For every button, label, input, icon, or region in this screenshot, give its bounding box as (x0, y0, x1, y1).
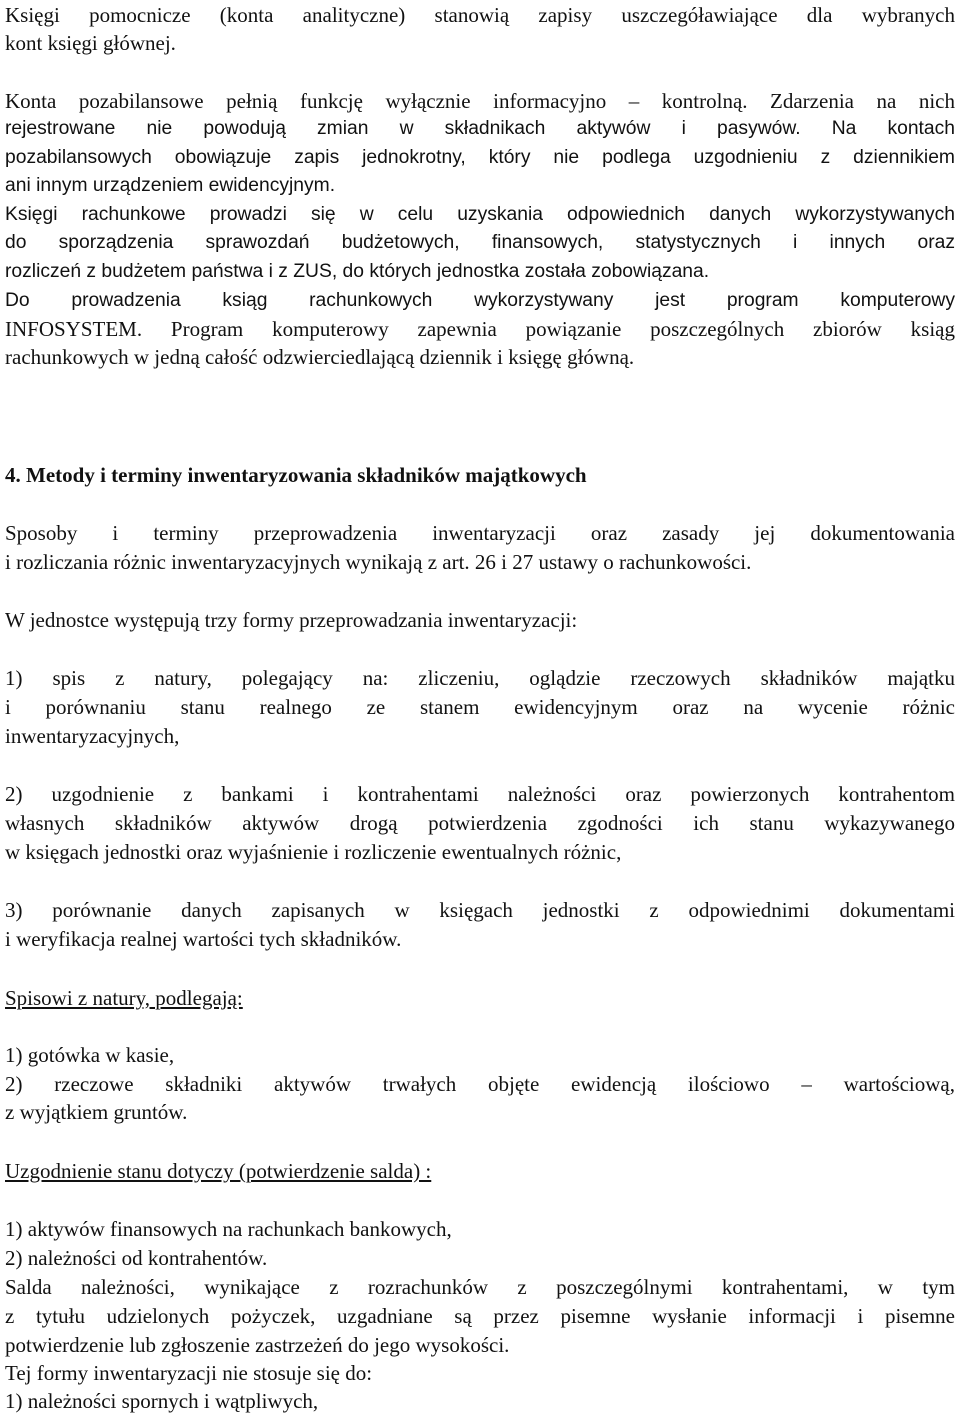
paragraph-line: rozliczeń z budżetem państwa i z ZUS, do których jednostka została zobowiązana. (5, 261, 710, 282)
paragraph-line: z tytułu udzielonych pożyczek, uzgadniane są przez pisemne wysłanie informacji i pisemne (5, 1304, 955, 1328)
paragraph-line: potwierdzenie lub zgłoszenie zastrzeżeń do jego wysokości. (5, 1333, 510, 1357)
list-item: 1) spis z natury, polegający na: zliczeniu, oglądzie rzeczowych składników majątku (5, 666, 955, 690)
list-item: 3) porównanie danych zapisanych w księgach jednostki z odpowiednimi dokumentami (5, 898, 955, 922)
paragraph-line: kont księgi głównej. (5, 31, 176, 55)
paragraph-line: Konta pozabilansowe pełnią funkcję wyłącznie informacyjno – kontrolną. Zdarzenia na nich (5, 89, 955, 113)
paragraph-line: Do prowadzenia ksiąg rachunkowych wykorzystywany jest program komputerowy (5, 290, 955, 311)
paragraph-line: do sporządzenia sprawozdań budżetowych, finansowych, statystycznych i innych oraz (5, 232, 955, 253)
list-item: 2) rzeczowe składniki aktywów trwałych objęte ewidencją ilościowo – wartościową, (5, 1072, 955, 1096)
list-item: własnych składników aktywów drogą potwierdzenia zgodności ich stanu wykazywanego (5, 811, 955, 835)
subsection-heading: Uzgodnienie stanu dotyczy (potwierdzenie salda) : (5, 1159, 432, 1183)
paragraph-line: Księgi pomocnicze (konta analityczne) stanowią zapisy uszczegóławiające dla wybranych (5, 3, 955, 27)
paragraph-line: i rozliczania różnic inwentaryzacyjnych wynikają z art. 26 i 27 ustawy o rachunkowości. (5, 550, 752, 574)
list-item: 1) aktywów finansowych na rachunkach bankowych, (5, 1217, 452, 1241)
list-item: z wyjątkiem gruntów. (5, 1100, 188, 1124)
paragraph-line: INFOSYSTEM. Program komputerowy zapewnia powiązanie poszczególnych zbiorów ksiąg (5, 317, 955, 341)
list-item: i weryfikacja realnej wartości tych składników. (5, 927, 402, 951)
paragraph-line: rejestrowane nie powodują zmian w składnikach aktywów i pasywów. Na kontach (5, 118, 955, 139)
paragraph-line: Salda należności, wynikające z rozrachunków z poszczególnymi kontrahentami, w tym (5, 1275, 955, 1299)
paragraph-line: W jednostce występują trzy formy przeprowadzania inwentaryzacji: (5, 608, 578, 632)
paragraph-line: pozabilansowych obowiązuje zapis jednokrotny, który nie podlega uzgodnieniu z dziennikiem (5, 147, 955, 168)
paragraph-line: ani innym urządzeniem ewidencyjnym. (5, 175, 336, 196)
list-item: 1) gotówka w kasie, (5, 1043, 175, 1067)
list-item: w księgach jednostki oraz wyjaśnienie i rozliczenie ewentualnych różnic, (5, 840, 622, 864)
paragraph-line: Tej formy inwentaryzacji nie stosuje się do: (5, 1361, 373, 1385)
paragraph-line: rachunkowych w jedną całość odzwierciedlającą dziennik i księgę główną. (5, 345, 635, 369)
list-item: 2) uzgodnienie z bankami i kontrahentami należności oraz powierzonych kontrahentom (5, 782, 955, 806)
paragraph-line: Księgi rachunkowe prowadzi się w celu uzyskania odpowiednich danych wykorzystywanych (5, 204, 955, 225)
section-heading: 4. Metody i terminy inwentaryzowania składników majątkowych (5, 463, 587, 487)
list-item: i porównaniu stanu realnego ze stanem ewidencyjnym oraz na wycenie różnic (5, 695, 955, 719)
list-item: 2) należności od kontrahentów. (5, 1246, 268, 1270)
subsection-heading: Spisowi z natury, podlegają: (5, 986, 243, 1010)
list-item: inwentaryzacyjnych, (5, 724, 180, 748)
paragraph-line: Sposoby i terminy przeprowadzenia inwentaryzacji oraz zasady jej dokumentowania (5, 521, 955, 545)
list-item: 1) należności spornych i wątpliwych, (5, 1389, 319, 1413)
